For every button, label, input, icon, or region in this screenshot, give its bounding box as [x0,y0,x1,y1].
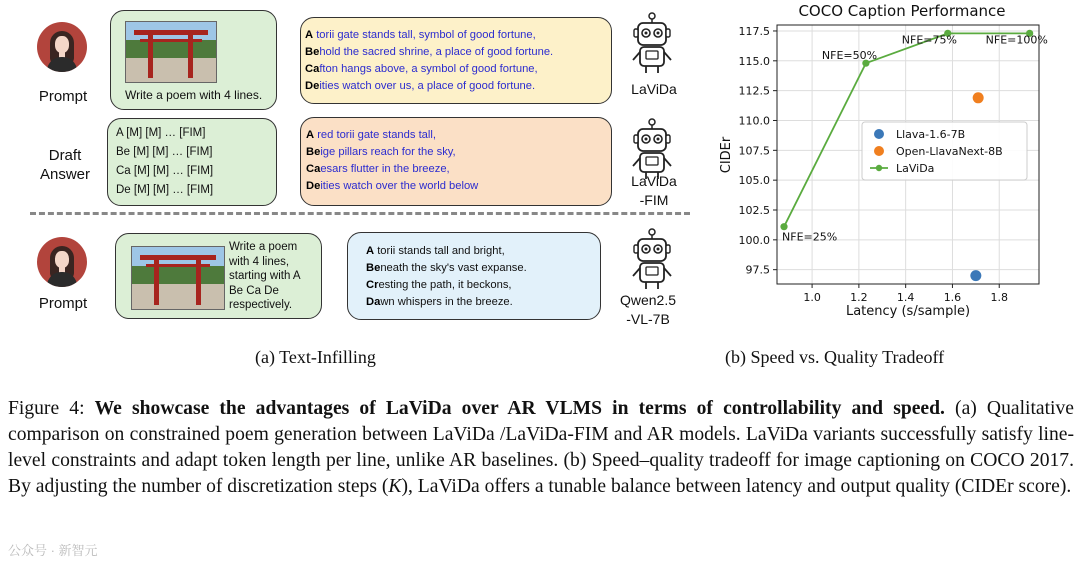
draft-line: De [M] [M] … [FIM] [116,184,214,196]
x-tick-label: 1.0 [803,291,821,304]
draft-lines [116,124,213,200]
y-axis-label: CIDEr [719,136,734,174]
lavida-fim-poem [306,127,478,195]
subcaption-a: (a) Text-Infilling [255,347,376,367]
lavida-fim-output-box [300,117,612,206]
robot-icon [630,118,674,180]
x-tick-label: 1.4 [896,291,915,304]
draft-answer-label: Draft Answer [39,147,91,183]
draft-line: Ca [M] [M] … [FIM] [116,165,214,177]
poem-line: A torii stands tall and bright, [366,245,505,257]
coco-chart [710,0,1080,340]
legend [862,122,1027,180]
robot-icon [630,12,674,74]
legend-swatch [874,146,884,156]
lavida-output-box [300,17,612,104]
torii-gate-photo [125,21,217,83]
poem-line: Beige pillars reach for the sky, [306,146,456,158]
annotation-label: NFE=50% [821,49,878,63]
poem-line: Dawn whispers in the breeze. [366,296,513,308]
symbol-k: K [388,476,402,497]
annotation-label: NFE=100% [985,33,1048,47]
user-avatar-icon [37,22,87,72]
data-point [970,270,981,281]
caption-text: (a) Qualitative comparison on constrained poem generation between LaViDa /LaViDa-FIM and AR models. LaViDa variants successfully satisfy line-level constraints and adapt token length per line, unlike AR baselines. (b) Speed–quality tradeoff for image captioning on COCO 2017. By adjusting the number of discretization steps ( [8,398,1074,497]
model-name-qwen: Qwen2.5 -VL-7B [619,292,677,327]
model-name-lavida-fim: LaViDa -FIM [631,173,677,208]
legend-label: LaViDa [896,162,935,175]
legend-swatch [876,165,882,171]
poem-line: Behold the sacred shrine, a place of good fortune. [305,46,554,58]
y-tick-label: 110.0 [738,114,770,128]
poem-line: Caesars flutter in the breeze, [306,163,450,175]
model-name-lavida: LaViDa [631,81,677,97]
prompt-box [110,10,277,110]
y-tick-label: 115.0 [738,54,770,68]
annotation-label: NFE=75% [901,33,957,47]
draft-line: A [M] [M] … [FIM] [116,127,206,139]
user-avatar-icon [37,237,87,287]
figure-label: Figure 4: [8,398,95,419]
prompt-box [115,233,322,319]
prompt-label: Prompt [38,88,88,105]
x-tick-label: 1.6 [943,291,962,304]
prompt-text: Write a poem with 4 lines, starting with A Be Ca De respectively. [229,241,301,311]
figure-caption [8,396,1074,500]
poem-line: Cafton hangs above, a symbol of good fortune, [305,63,538,75]
draft-line: Be [M] [M] … [FIM] [116,146,213,158]
y-tick-label: 117.5 [738,24,770,38]
legend-label: Llava-1.6-7B [896,128,966,141]
lavida-poem [305,27,553,95]
x-tick-label: 1.8 [990,291,1008,304]
torii-gate-photo [131,246,225,310]
watermark: 公众号 · 新智元 [8,543,98,558]
x-tick-label: 1.2 [850,291,868,304]
y-tick-label: 105.0 [738,174,770,188]
poem-line: Deities watch over us, a place of good fortune. [305,80,536,92]
y-tick-label: 102.5 [738,204,770,217]
qwen-poem [366,243,527,311]
draft-box [107,118,277,206]
prompt-text: Write a poem with 4 lines. [125,88,263,102]
data-point [780,223,787,230]
y-tick-label: 100.0 [738,233,770,247]
qwen-output-box [347,232,601,320]
annotation-label: NFE=25% [782,230,838,244]
x-axis-label: Latency (s/sample) [845,304,971,319]
data-point [973,92,984,103]
poem-line: A red torii gate stands tall, [306,129,436,141]
caption-bold: We showcase the advantages of LaViDa over AR VLMS in terms of controllability and speed. [94,398,945,419]
legend-label: Open-LlavaNext-8B [896,145,1003,158]
legend-swatch [874,129,884,139]
y-tick-label: 107.5 [738,144,770,158]
subcaption-b: (b) Speed vs. Quality Tradeoff [725,347,945,367]
poem-line: Beneath the sky's vast expanse. [366,262,527,274]
y-tick-label: 97.5 [745,263,770,277]
caption-text: ), LaViDa offers a tunable balance between latency and output quality (CIDEr score). [401,476,1072,497]
chart-title: COCO Caption Performance [798,2,1006,20]
divider [30,212,690,215]
y-tick-label: 112.5 [738,84,770,98]
prompt-label: Prompt [38,295,88,312]
poem-line: Cresting the path, it beckons, [366,279,512,291]
robot-icon [630,228,674,290]
poem-line: Deities watch over the world below [306,180,479,192]
poem-line: A torii gate stands tall, symbol of good fortune, [305,29,536,41]
